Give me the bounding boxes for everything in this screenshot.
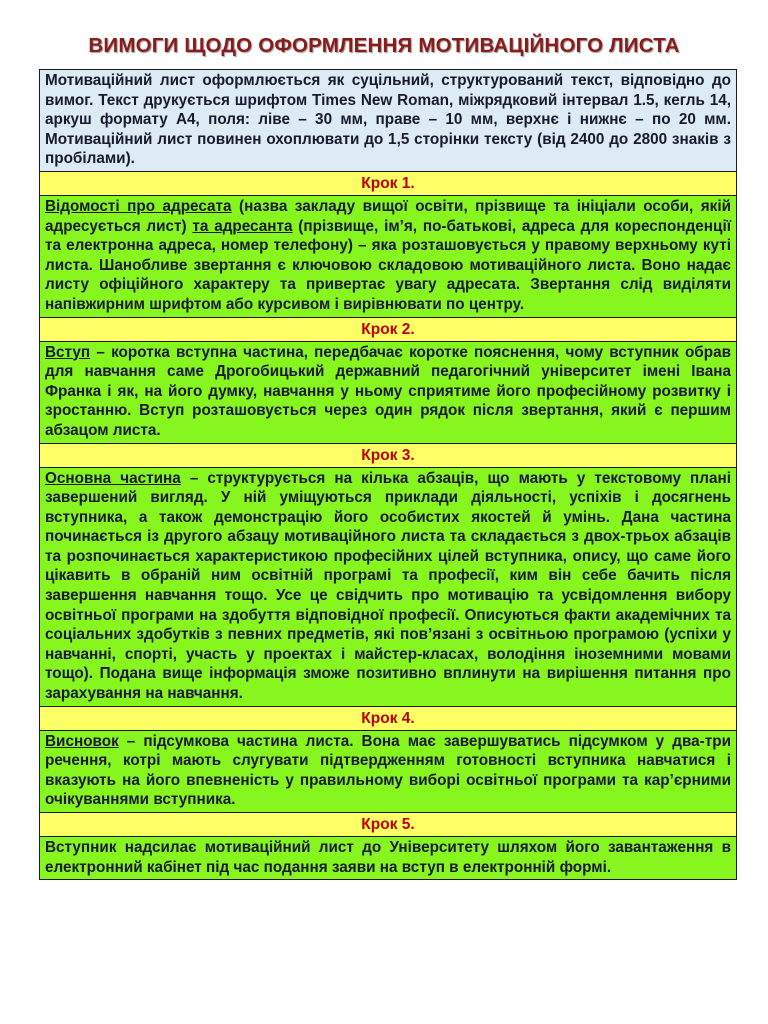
step-2-text: – коротка вступна частина, передбачає коротке пояснення, чому вступник обрав для навчання саме Дрогобицький державний педагогічний університет імені Івана Франка і як, на його думку, навчання у ньому сприятиме його професійному розвитку і зростанню. Вступ розташовується через один рядок після звертання, який є першим абзацом листа.	[45, 343, 731, 439]
step-5-header: Крок 5.	[40, 813, 736, 837]
step-1-term-2: та адресанта	[192, 217, 293, 235]
step-3-text: – структурується на кілька абзаців, що мають у текстовому плані завершений вигляд. У ній уміщуються приклади діяльності, успіхів і досягнень вступника, а також демонстрацію його особистих якостей й умінь. Дана частина починається із другого абзацу мотиваційного листа та складається з двох-трьох абзаців та розпочинається характеристикою професійних цілей вступника, опису, що саме його цікавить в обраній ним освітній програмі та професії, ким він себе бачить після завершення навчання тощо. Усе це свідчить про мотивацію та усвідомлення вибору освітньої програми на здобуття відповідної професії. Описуються факти академічних та соціальних здобутків з певних предметів, які пов’язані з освітньою програмою (успіхи у навчанні, спорті, участь у проектах і майстер-класах, володіння іноземними мовами тощо). Подана вище інформація зможе позитивно вплинути на вирішення питання про зарахування на навчання.	[45, 469, 731, 703]
step-4-text: – підсумкова частина листа. Вона має завершуватись підсумком у два-три речення, котрі мають слугувати підтвердженням готовності вступника навчатися і вказують на його впевненість у правильному виборі освітньої програми та кар’єрними очікуваннями вступника.	[45, 732, 731, 809]
step-2-header: Крок 2.	[40, 318, 736, 342]
step-1-text-2: (прізвище, ім’я, по-батькові, адреса для кореспонденції та електронна адреса, номер телефону) – яка розташовується у правому верхньому куті листа. Шанобливе звертання є ключовою складовою мотиваційного листа. Воно надає листу офіційного характеру та привертає увагу адресата. Звертання слід виділяти напівжирним шрифтом або курсивом і вирівнювати по центру.	[45, 217, 731, 313]
step-1-body	[40, 196, 736, 318]
step-1-text: (назва закладу вищої освіти, прізвище та ініціали особи, якій адресується лист)	[45, 197, 731, 235]
step-5-body: Вступник надсилає мотиваційний лист до Університету шляхом його завантаження в електронний кабінет під час подання заяви на вступ в електронній формі.	[40, 837, 736, 879]
step-4-header: Крок 4.	[40, 707, 736, 731]
step-1-term: Відомості про адресата	[45, 197, 232, 215]
step-3-body	[40, 468, 736, 707]
step-3-term: Основна частина	[45, 469, 181, 487]
step-3-header: Крок 3.	[40, 444, 736, 468]
requirements-table	[39, 69, 737, 880]
step-2-body	[40, 342, 736, 444]
step-1-header: Крок 1.	[40, 172, 736, 196]
page-title: ВИМОГИ ЩОДО ОФОРМЛЕННЯ МОТИВАЦІЙНОГО ЛИСТА	[88, 34, 680, 57]
step-2-term: Вступ	[45, 343, 91, 361]
intro-paragraph: Мотиваційний лист оформлюється як суцільний, структурований текст, відповідно до вимог. Текст друкується шрифтом Times New Roman, міжрядковий інтервал 1.5, кегль 14, аркуш формату А4, поля: ліве – 30 мм, праве – 10 мм, верхнє і нижнє – по 20 мм. Мотиваційний лист повинен охоплювати до 1,5 сторінки тексту (від 2400 до 2800 знаків з пробілами).	[40, 70, 736, 172]
step-4-body	[40, 731, 736, 813]
step-4-term: Висновок	[45, 732, 119, 750]
